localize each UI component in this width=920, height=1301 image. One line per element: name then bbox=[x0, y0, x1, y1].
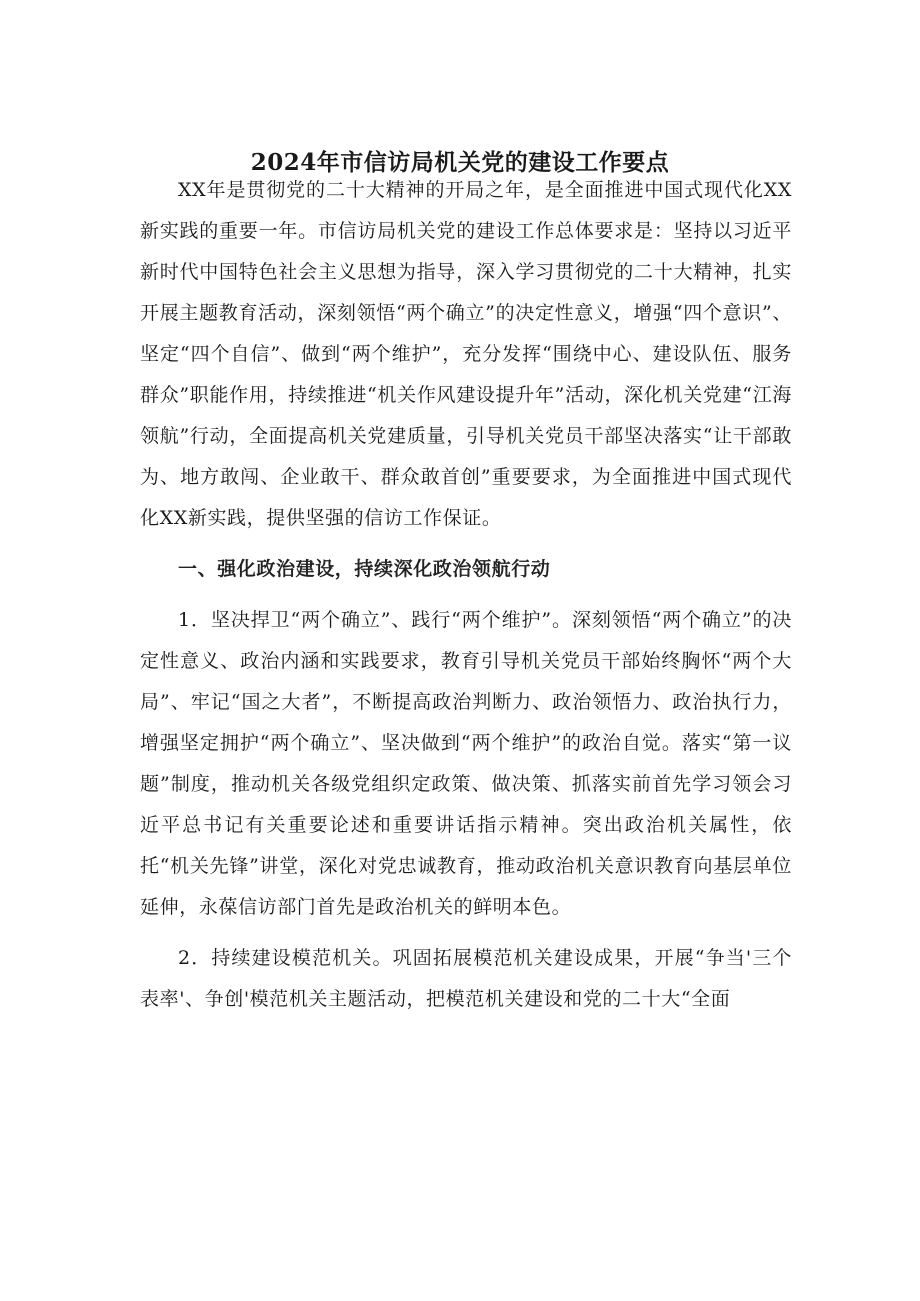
document-title: 2024年市信访局机关党的建设工作要点 bbox=[250, 149, 670, 176]
paragraph-gap bbox=[140, 590, 792, 600]
document-body bbox=[140, 170, 792, 1020]
section-heading: 一、强化政治建设，持续深化政治领航行动 bbox=[178, 558, 551, 580]
paragraph-gap bbox=[140, 928, 792, 938]
item-paragraph-2: 2．持续建设模范机关。巩固拓展模范机关建设成果，开展“争当'三个表率'、争创'模范机关主题活动，把模范机关建设和党的二十大“全面 bbox=[140, 947, 792, 1010]
item-paragraph-1: 1．坚决捍卫“两个确立”、践行“两个维护”。深刻领悟“两个确立”的决定性意义、政治内涵和实践要求，教育引导机关党员干部始终胸怀“两个大局”、牢记“国之大者”，不断提高政治判断力、政治领悟力、政治执行力，增强坚定拥护“两个确立”、坚决做到“两个维护”的政治自觉。落实“第一议题”制度，推动机关各级党组织定政策、做决策、抓落实前首先学习领会习近平总书记有关重要论述和重要讲话指示精神。突出政治机关属性，依托“机关先锋”讲堂，深化对党忠诚教育，推动政治机关意识教育向基层单位延伸，永葆信访部门首先是政治机关的鲜明本色。 bbox=[140, 609, 792, 918]
paragraph-gap bbox=[140, 539, 792, 549]
intro-paragraph: XX年是贯彻党的二十大精神的开局之年，是全面推进中国式现代化XX新实践的重要一年。市信访局机关党的建设工作总体要求是：坚持以习近平新时代中国特色社会主义思想为指导，深入学习贯彻党的二十大精神，扎实开展主题教育活动，深刻领悟“两个确立”的决定性意义，增强“四个意识”、坚定“四个自信”、做到“两个维护”，充分发挥“围绕中心、建设队伍、服务群众”职能作用，持续推进“机关作风建设提升年”活动，深化机关党建“江海领航”行动，全面提高机关党建质量，引导机关党员干部坚决落实“让干部敢为、地方敢闯、企业敢干、群众敢首创”重要要求，为全面推进中国式现代化XX新实践，提供坚强的信访工作保证。 bbox=[140, 179, 792, 529]
